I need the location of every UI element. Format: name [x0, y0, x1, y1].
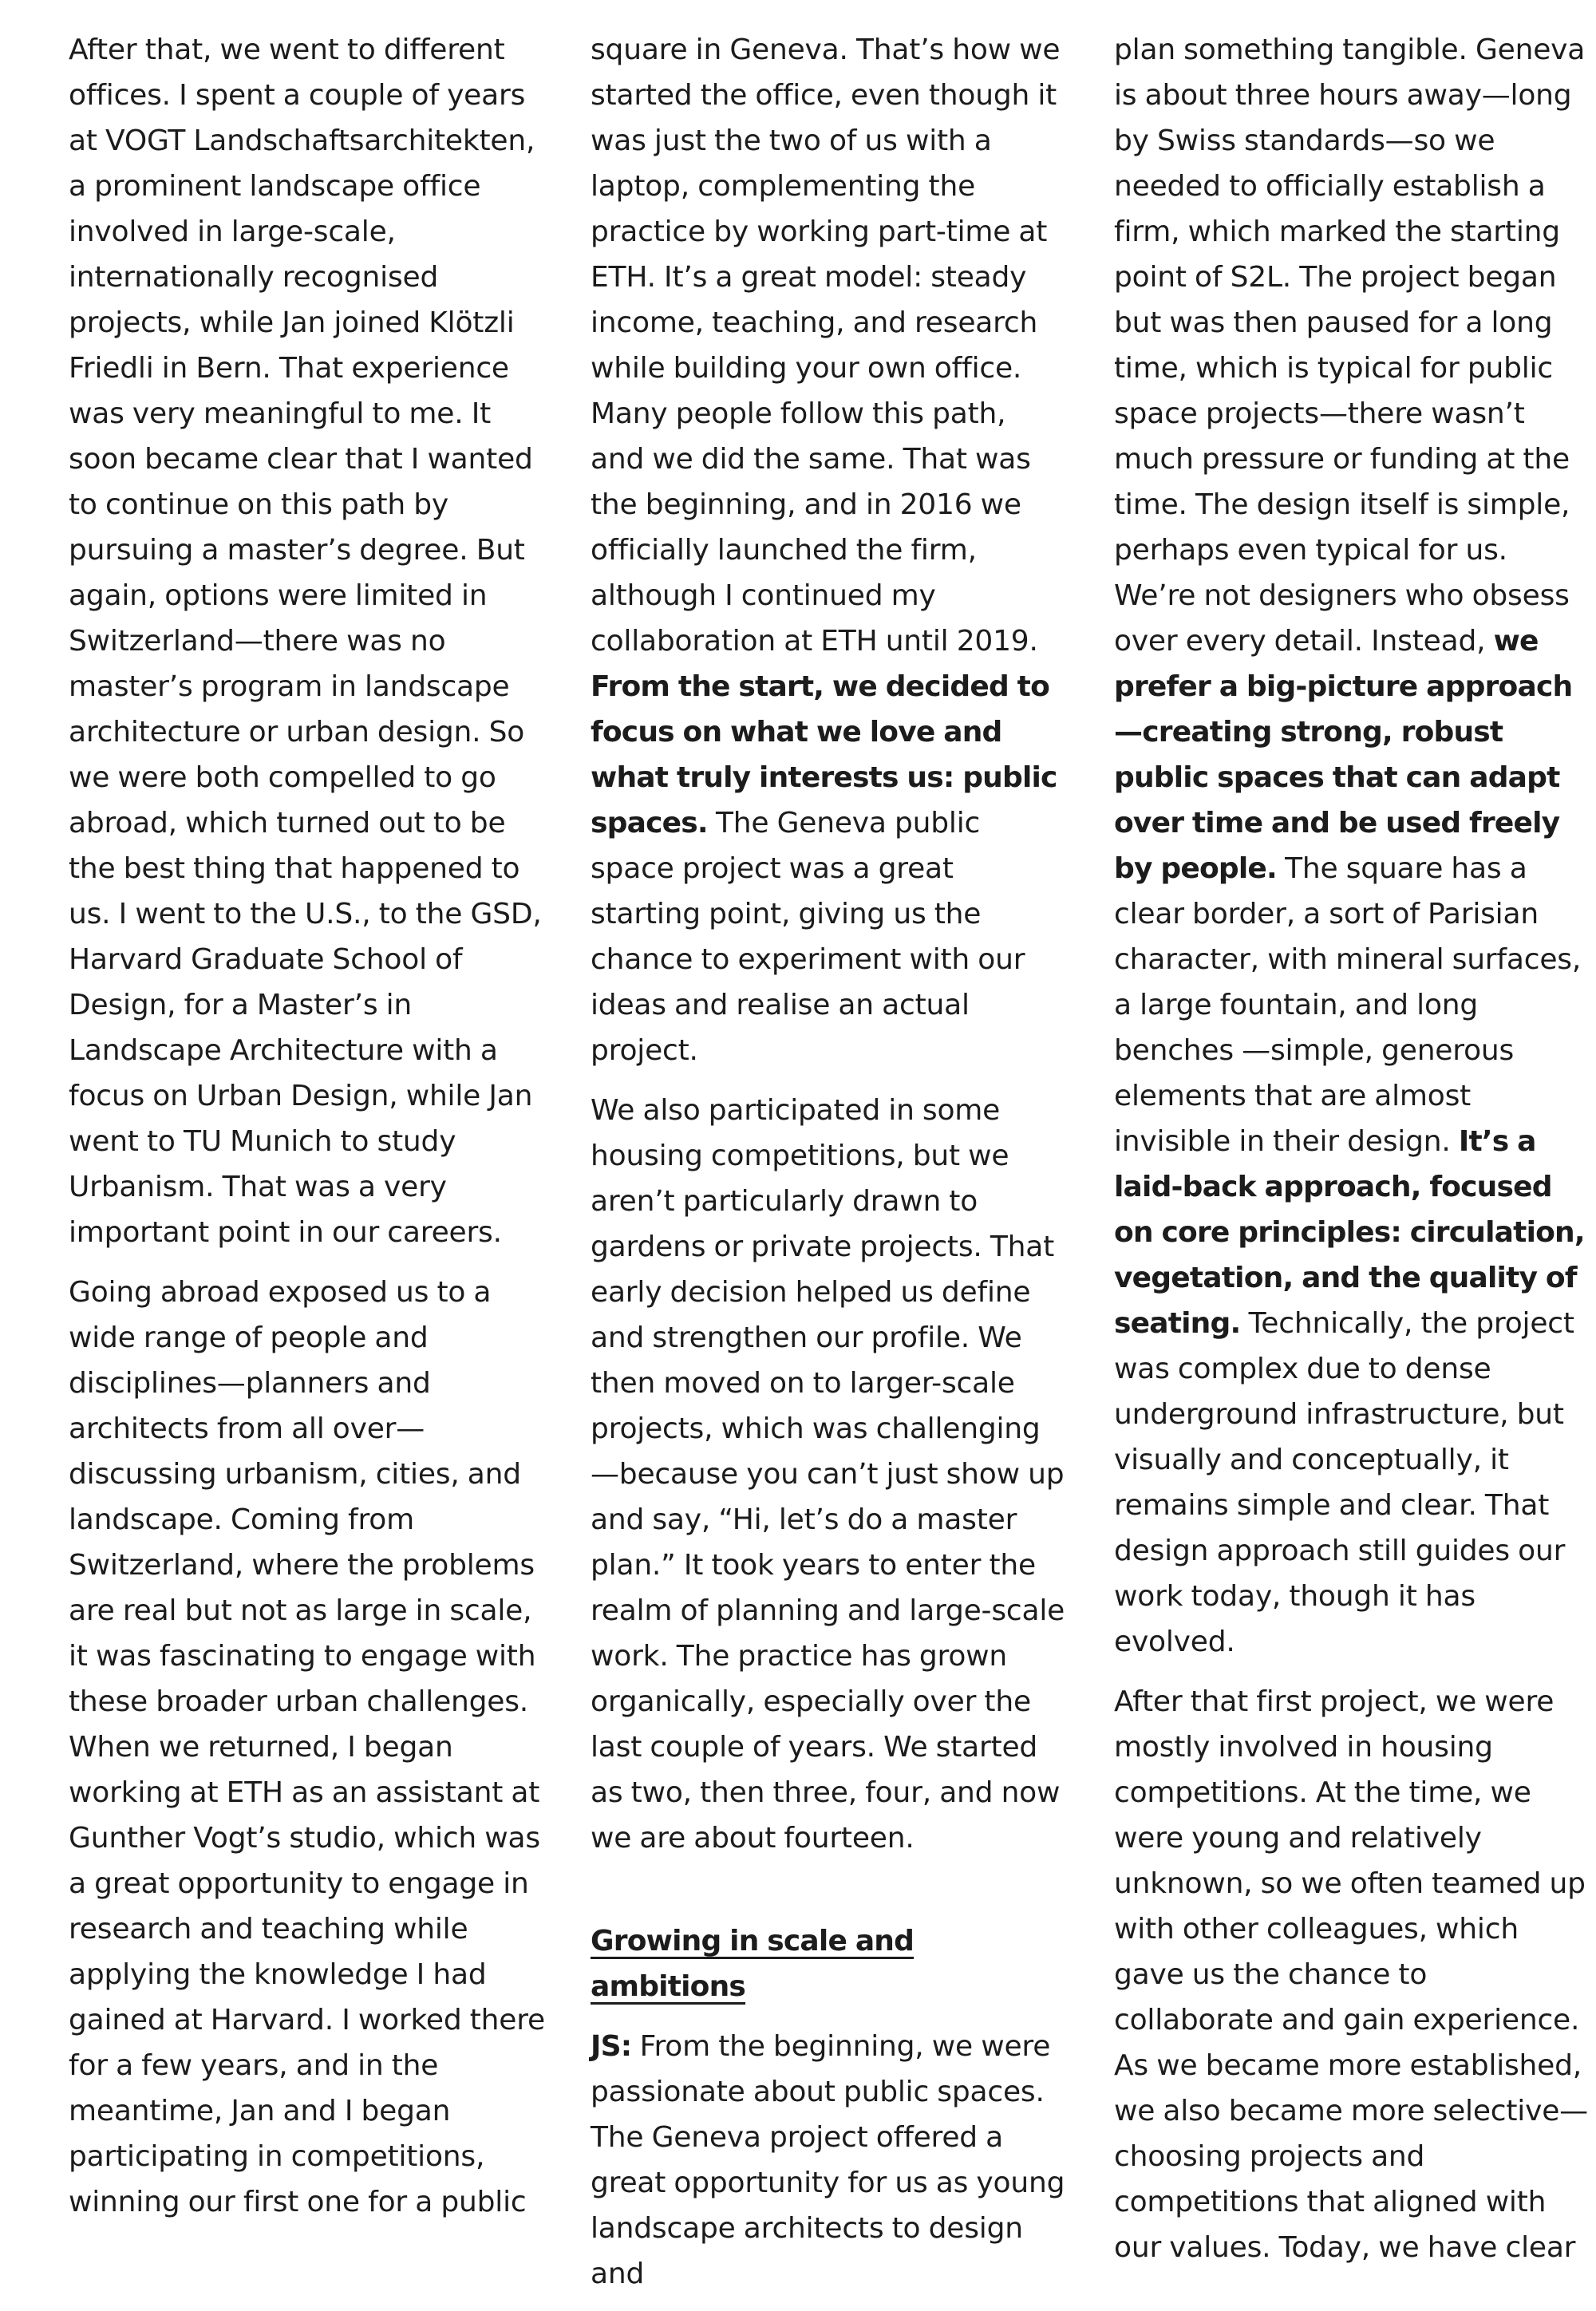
bold-text: JS: — [591, 2030, 632, 2063]
body-text: Technically, the project was complex due to dense underground infrastructure, but visually and conceptually, it remains simple and clear. That design approach still guides our work today, though it has evolved. — [1114, 1307, 1574, 1658]
body-text: Going abroad exposed us to a wide range of people and disciplines—planners and architects from all over—discussing urbanism, cities, and landscape. Coming from Switzerland, where the problems are real but not as large in scale, it was fascinating to engage with these broader urban challenges. When we returned, I began working at ETH as an assistant at Gunther Vogt’s studio, which was a great opportunity to engage in research and teaching while applying the knowledge I had gained at Harvard. I worked there for a few years, and in the meantime, Jan and I began participating in competitions, winning our first one for a public — [69, 1276, 545, 2218]
body-text: The Geneva public space project was a great starting point, giving us the chance to experiment with our ideas and realise an actual project. — [591, 807, 1025, 1067]
body-paragraph — [69, 1270, 547, 2225]
body-text: square in Geneva. That’s how we started the office, even though it was just the two of us with a laptop, complementing the practice by working part-time at ETH. It’s a great model: steady income, teaching, and research while building your own office. Many people follow this path, and we did the same. That was the beginning, and in 2016 we officially launched the firm, although I continued my collaboration at ETH until 2019. — [591, 34, 1061, 658]
bold-text: we prefer a big-picture approach—creating strong, robust public spaces that can adapt over time and be used freely by people. — [1114, 625, 1573, 885]
body-text: plan something tangible. Geneva is about three hours away—long by Swiss standards—so we needed to officially establish a firm, which marked the starting point of S2L. The project began but was then paused for a long time, which is typical for public space projects—there wasn’t much pressure or funding at the time. The design itself is simple, perhaps even typical for us. We’re not designers who obsess over every detail. Instead, — [1114, 34, 1586, 658]
body-text: We also participated in some housing competitions, but we aren’t particularly drawn to gardens or private projects. That early decision helped us define and strengthen our profile. We then moved on to larger-scale projects, which was challenging—because you can’t just show up and say, “Hi, let’s do a master plan.” It took years to enter the realm of planning and large-scale work. The practice has grown organically, especially over the last couple of years. We started as two, then three, four, and now we are about fourteen. — [591, 1094, 1065, 1855]
body-text: After that, we went to different offices. I spent a couple of years at VOGT Landschaftsarchitekten, a prominent landscape office involved in large-scale, internationally recognised projects, while Jan joined Klötzli Friedli in Bern. That experience was very meaningful to me. It soon became clear that I wanted to continue on this path by pursuing a master’s degree. But again, options were limited in Switzerland—there was no master’s program in landscape architecture or urban design. So we were both compelled to go abroad, which turned out to be the best thing that happened to us. I went to the U.S., to the GSD, Harvard Graduate School of Design, for a Master’s in Landscape Architecture with a focus on Urban Design, while Jan went to TU Munich to study Urbanism. That was a very important point in our careers. — [69, 34, 542, 1249]
body-paragraph — [69, 27, 547, 1255]
text-column-3 — [1114, 27, 1593, 2285]
body-paragraph — [591, 1088, 1065, 1861]
body-text: From the beginning, we were passionate about public spaces. The Geneva project offered a great opportunity for us as young landscape architects to design and — [591, 2030, 1065, 2290]
body-text: The square has a clear border, a sort of Parisian character, with mineral surfaces, a large fountain, and long benches —simple, generous elements that are almost invisible in their design. — [1114, 852, 1582, 1158]
bold-text: It’s a laid-back approach, focused on core principles: circulation, vegetation, and the quality of seating. — [1114, 1125, 1585, 1340]
body-paragraph — [1114, 27, 1593, 1665]
text-column-2 — [591, 27, 1065, 2311]
section-heading: Growing in scale and ambitions — [591, 1925, 915, 2003]
bold-text: From the start, we decided to focus on what we love and what truly interests us: public spaces. — [591, 670, 1057, 839]
body-text: After that first project, we were mostly involved in housing competitions. At the time, we were young and relatively unknown, so we often teamed up with other colleagues, which gave us the chance to collaborate and gain experience. As we became more established, we also became more selective—choosing projects and competitions that aligned with our values. Today, we have clear — [1114, 1685, 1588, 2264]
body-paragraph — [1114, 1679, 1593, 2270]
body-paragraph — [591, 2024, 1065, 2297]
text-column-1 — [69, 27, 547, 2239]
body-paragraph — [591, 27, 1065, 1073]
